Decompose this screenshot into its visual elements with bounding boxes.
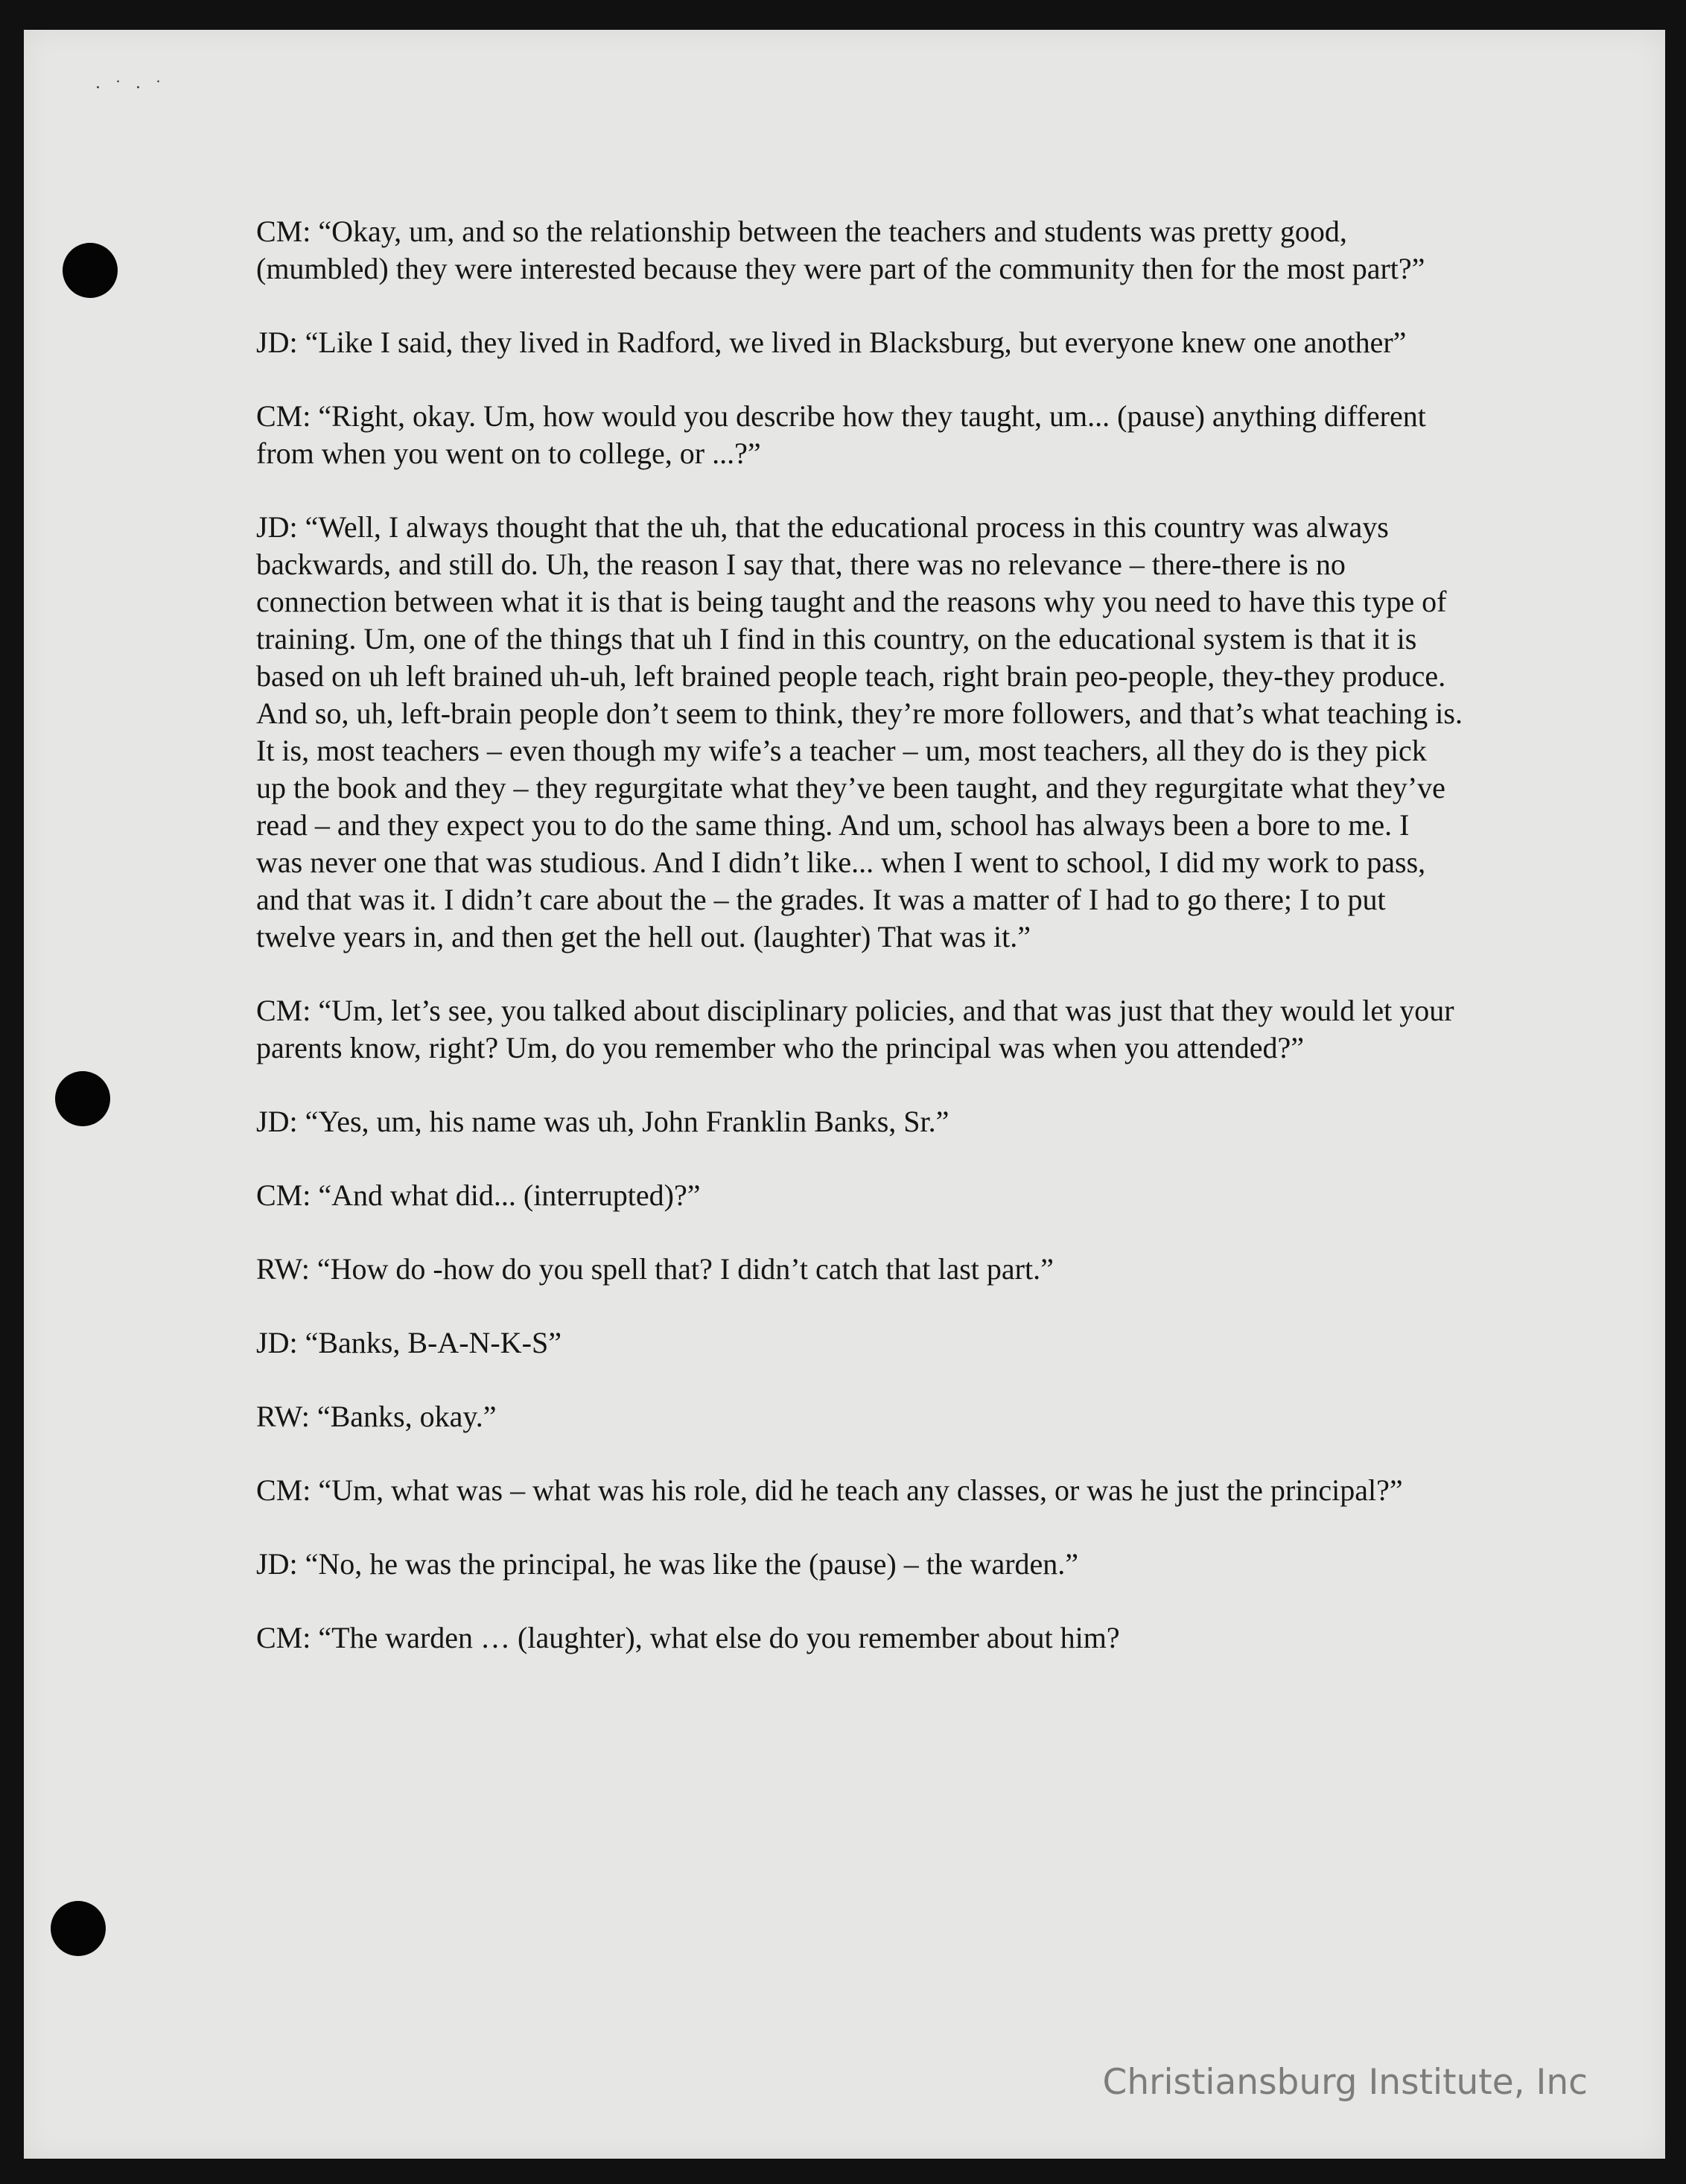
transcript-paragraph: JD: “Like I said, they lived in Radford, we lived in Blacksburg, but everyone knew one another” xyxy=(256,326,1407,359)
transcript-paragraph: CM: “Um, what was – what was his role, did he teach any classes, or was he just the principal?” xyxy=(256,1473,1403,1507)
transcript-paragraph: RW: “How do -how do you spell that? I didn’t catch that last part.” xyxy=(256,1252,1054,1286)
transcript-paragraph: JD: “Well, I always thought that the uh, that the educational process in this country was always backwards, and still do. Uh, the reason I say that, there was no relevance – there-there is no connection between what it is that is being taught and the reasons why you need to have this type of training. Um, one of the things that uh I find in this country, on the educational system is that it is based on uh left brained uh-uh, left brained people teach, right brain peo-people, they-they produce. And so, uh, left-brain people don’t seem to think, they’re more followers, and that’s what teaching is. It is, most teachers – even though my wife’s a teacher – um, most teachers, all they do is they pick up the book and they – they regurgitate what they’ve been taught, and they regurgitate what they’ve read – and they expect you to do the same thing. And um, school has always been a bore to me. I was never one that was studious. And I didn’t like... when I went to school, I did my work to pass, and that was it. I didn’t care about the – the grades. It was a matter of I had to go there; I to put twelve years in, and then get the hell out. (laughter) That was it.” xyxy=(256,510,1463,953)
punch-hole xyxy=(63,243,118,298)
transcript-paragraph: JD: “Yes, um, his name was uh, John Franklin Banks, Sr.” xyxy=(256,1105,949,1138)
transcript-paragraph: JD: “Banks, B-A-N-K-S” xyxy=(256,1326,562,1359)
punch-hole xyxy=(55,1071,110,1126)
punch-hole xyxy=(51,1901,106,1956)
transcript-page xyxy=(24,30,1665,2159)
paper-specks: ·˙·˙ xyxy=(95,79,176,98)
transcript-paragraph: RW: “Banks, okay.” xyxy=(256,1400,497,1433)
transcript-paragraph: CM: “The warden … (laughter), what else do you remember about him? xyxy=(256,1621,1120,1654)
transcript-paragraph: JD: “No, he was the principal, he was like the (pause) – the warden.” xyxy=(256,1547,1079,1581)
transcript-paragraph: CM: “Um, let’s see, you talked about disciplinary policies, and that was just that they would let your parents know, right? Um, do you remember who the principal was when you attended?” xyxy=(256,994,1454,1064)
transcript-paragraph: CM: “Okay, um, and so the relationship between the teachers and students was pretty good, (mumbled) they were interested because they were part of the community then for the most part?” xyxy=(256,215,1425,285)
watermark: Christiansburg Institute, Inc xyxy=(1102,2062,1588,2103)
transcript-body xyxy=(256,213,1463,1693)
transcript-paragraph: CM: “Right, okay. Um, how would you describe how they taught, um... (pause) anything different from when you went on to college, or ...?” xyxy=(256,399,1426,470)
transcript-paragraph: CM: “And what did... (interrupted)?” xyxy=(256,1178,701,1212)
